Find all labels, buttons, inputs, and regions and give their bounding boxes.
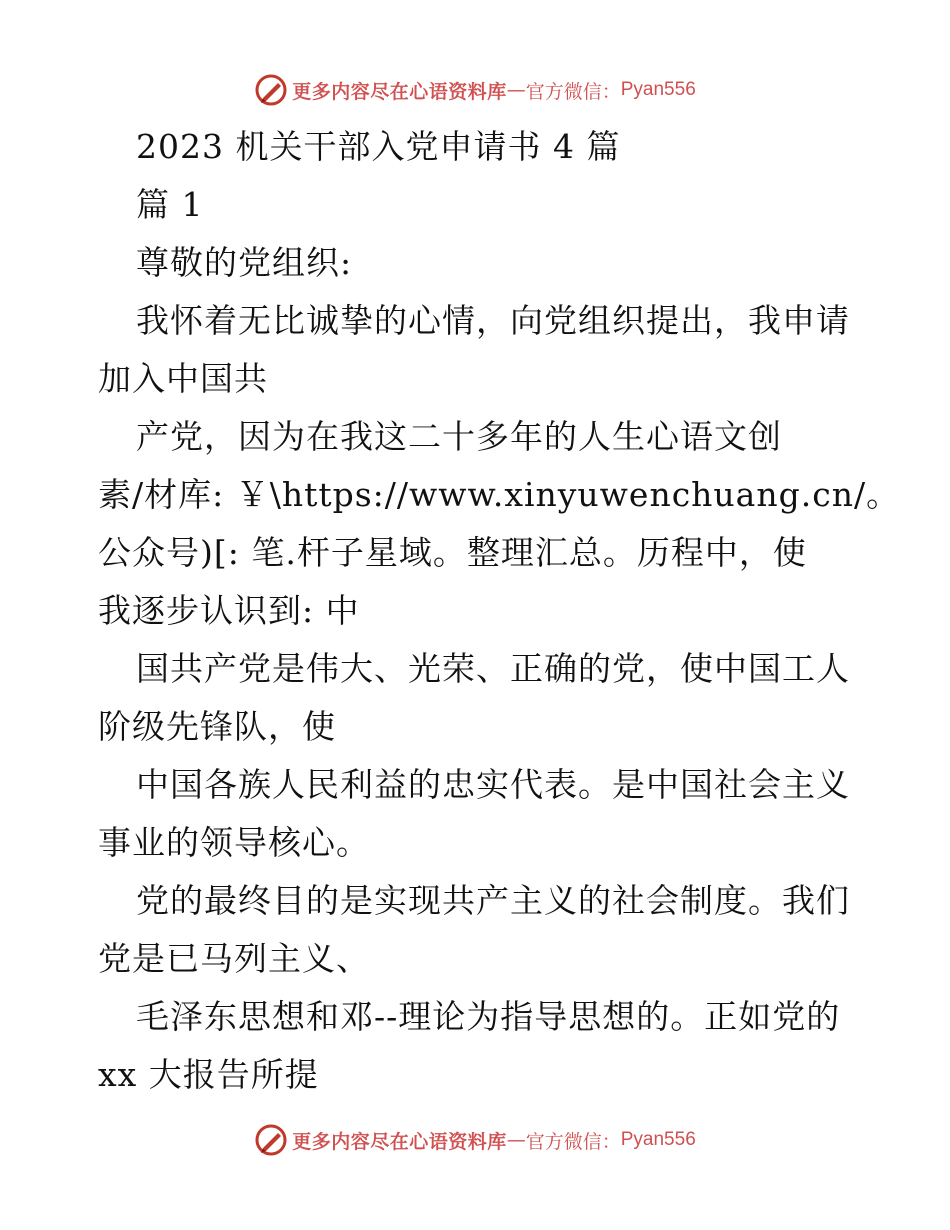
body-line: 中国各族人民利益的忠实代表。是中国社会主义	[136, 765, 850, 804]
pen-logo-icon	[254, 73, 288, 107]
section-heading: 篇 1	[136, 185, 204, 224]
body-line: 我逐步认识到: 中	[98, 591, 360, 630]
banner-wechat-id: Pyan556	[620, 79, 696, 100]
document-title: 2023 机关干部入党申请书 4 篇	[136, 127, 621, 166]
banner-wechat-id: Pyan556	[620, 1129, 696, 1150]
body-line: 阶级先锋队，使	[98, 707, 336, 746]
banner-wechat-label: 官方微信：	[525, 1130, 621, 1153]
body-line: 国共产党是伟大、光荣、正确的党，使中国工人	[136, 649, 850, 688]
body-line: 加入中国共	[98, 359, 268, 398]
body-line: xx 大报告所提	[98, 1055, 319, 1094]
body-line: 素/材库: ￥\https://www.xinyuwenchuang.cn/。	[98, 475, 901, 514]
body-line: 产党，因为在我这二十多年的人生心语文创	[136, 417, 782, 456]
banner-wechat-label: 官方微信：	[525, 80, 621, 103]
footer-banner	[0, 1120, 950, 1160]
banner-separator: —	[506, 1129, 526, 1151]
body-line: 毛泽东思想和邓--理论为指导思想的。正如党的	[136, 997, 841, 1036]
banner-main-text: 更多内容尽在心语资料库	[292, 1130, 507, 1153]
pen-logo-icon	[254, 1123, 288, 1157]
body-line: 党是已马列主义、	[98, 939, 370, 978]
header-banner	[0, 70, 950, 110]
document-body	[98, 118, 901, 1104]
body-line: 党的最终目的是实现共产主义的社会制度。我们	[136, 881, 850, 920]
body-line: 我怀着无比诚挚的心情，向党组织提出，我申请	[136, 301, 850, 340]
body-line: 事业的领导核心。	[98, 823, 370, 862]
banner-separator: —	[506, 79, 526, 101]
body-line: 公众号)[: 笔.杆子星域。整理汇总。历程中，使	[98, 533, 807, 572]
salutation: 尊敬的党组织:	[136, 243, 353, 282]
banner-main-text: 更多内容尽在心语资料库	[292, 80, 507, 103]
